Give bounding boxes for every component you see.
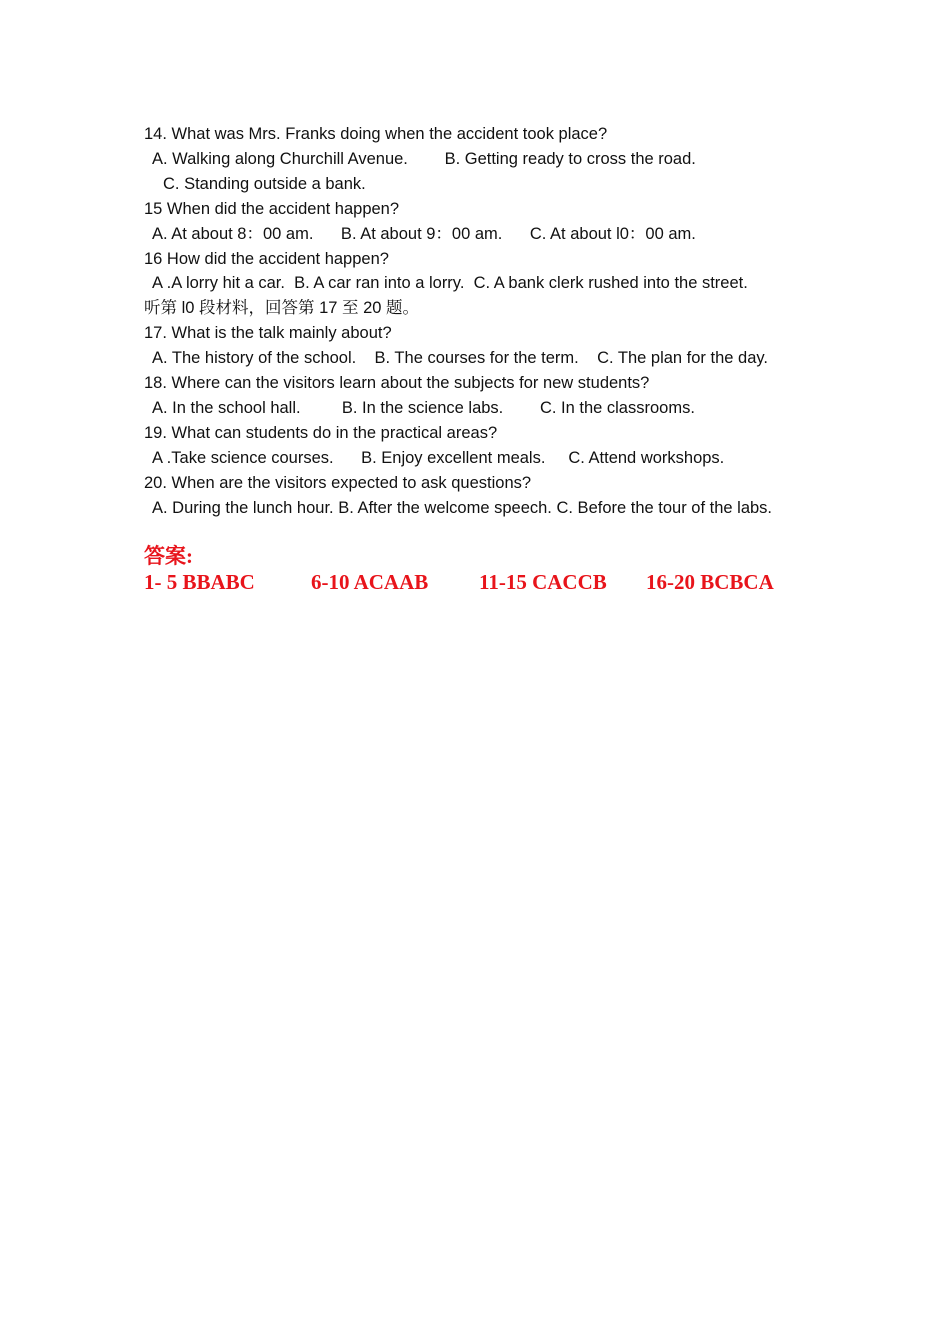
question-18: 18. Where can the visitors learn about the subjects for new students?	[144, 374, 650, 393]
question-17: 17. What is the talk mainly about?	[144, 324, 392, 343]
question-block	[144, 122, 814, 595]
answer-group-4: 16-20 BCBCA	[646, 569, 774, 594]
answer-section	[144, 543, 814, 595]
question-15: 15 When did the accident happen?	[144, 199, 400, 218]
options-15: A. At about 8：00 am. B. At about 9：00 am. C. At about l0：00 am.	[152, 224, 696, 243]
answer-group-3: 11-15 CACCB	[479, 569, 607, 594]
answer-group-2: 6-10 ACAAB	[311, 569, 429, 594]
question-14: 14. What was Mrs. Franks doing when the accident took place?	[144, 125, 608, 143]
options-18: A. In the school hall. B. In the science labs. C. In the classrooms.	[152, 398, 695, 417]
options-17: A. The history of the school. B. The courses for the term. C. The plan for the day.	[152, 349, 768, 368]
question-20: 20. When are the visitors expected to ask questions?	[144, 473, 532, 492]
options-14-line-1: A. Walking along Churchill Avenue. B. Getting ready to cross the road.	[152, 149, 696, 168]
options-19: A .Take science courses. B. Enjoy excellent meals. C. Attend workshops.	[152, 448, 725, 467]
section-instruction: 听第 l0 段材料，回答第 17 至 20 题。	[144, 299, 420, 318]
answer-group-1: 1- 5 BBABC	[144, 569, 255, 594]
options-20: A. During the lunch hour. B. After the welcome speech. C. Before the tour of the labs.	[152, 498, 773, 517]
answer-title: 答案:	[144, 543, 193, 568]
question-16: 16 How did the accident happen?	[144, 249, 389, 268]
question-19: 19. What can students do in the practical areas?	[144, 423, 498, 442]
options-16: A .A lorry hit a car. B. A car ran into a lorry. C. A bank clerk rushed into the street.	[152, 274, 748, 293]
answer-key-row	[144, 569, 814, 595]
options-14-line-2: C. Standing outside a bank.	[163, 174, 366, 193]
